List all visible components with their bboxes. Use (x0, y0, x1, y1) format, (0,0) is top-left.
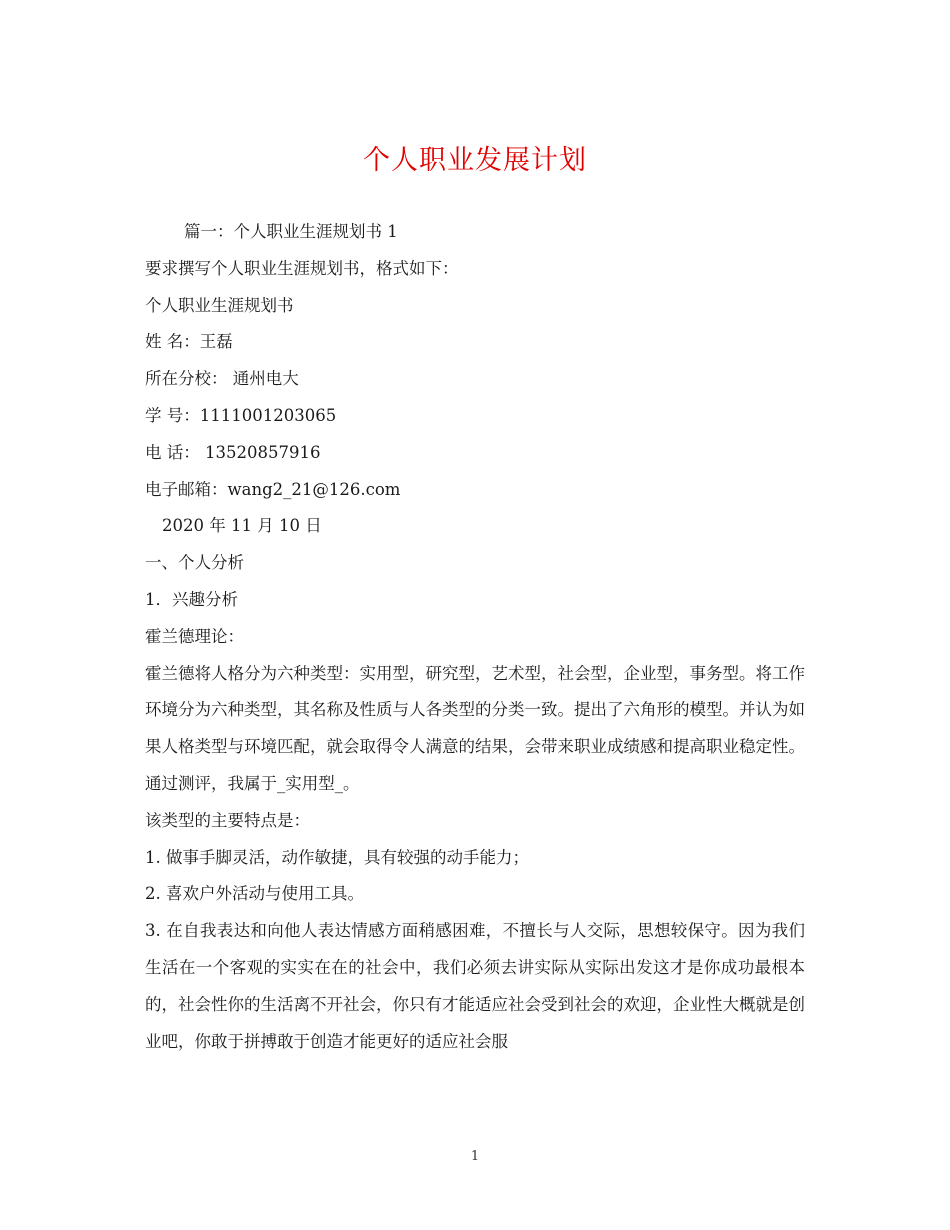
paragraph-features-intro: 该类型的主要特点是： (145, 810, 310, 830)
paragraph: 要求撰写个人职业生涯规划书，格式如下： (145, 258, 459, 278)
list-item: 3. 在自我表达和向他人表达情感方面稍感困难，不擅长与人交际，思想较保守。因为我们生活在一个客观的实实在在的社会中，我们必须去讲实际从实际出发这才是你成功最根本的，社会性你的生活离不开社会，你只有才能适应社会受到社会的欢迎，企业性大概就是创业吧，你敢于拼搏敢于创造才能更好的适应社会服 (145, 921, 805, 1051)
paragraph-holland: 霍兰德将人格分为六种类型：实用型，研究型，艺术型，社会型，企业型，事务型。将工作环境分为六种类型，其名称及性质与人各类型的分类一致。提出了六角形的模型。并认为如果人格类型与环境匹配，就会取得令人满意的结果，会带来职业成绩感和提高职业稳定性。 (145, 663, 805, 757)
heading-interest-analysis: 1．兴趣分析 (145, 589, 238, 609)
field-branch: 所在分校： 通州电大 (145, 369, 299, 389)
paragraph-result: 通过测评，我属于_实用型_。 (145, 773, 360, 793)
field-email: 电子邮箱：wang2_21@126.com (145, 479, 401, 499)
field-name: 姓 名：王磊 (145, 332, 233, 352)
field-phone: 电 话： 13520857916 (145, 442, 321, 462)
field-student-id: 学 号：1111001203065 (145, 405, 337, 425)
document-title: 个人职业发展计划 (363, 145, 587, 176)
heading-personal-analysis: 一、个人分析 (145, 553, 244, 573)
field-date: 2020 年 11 月 10 日 (162, 516, 322, 536)
page-number: 1 (470, 1149, 480, 1164)
section-heading: 篇一：个人职业生涯规划书 1 (184, 222, 398, 241)
list-item: 1. 做事手脚灵活，动作敏捷，具有较强的动手能力； (145, 847, 529, 867)
form-title: 个人职业生涯规划书 (145, 295, 294, 315)
heading-holland-theory: 霍兰德理论： (145, 626, 244, 646)
list-item: 2. 喜欢户外活动与使用工具。 (145, 884, 364, 904)
document-body (145, 214, 805, 1060)
